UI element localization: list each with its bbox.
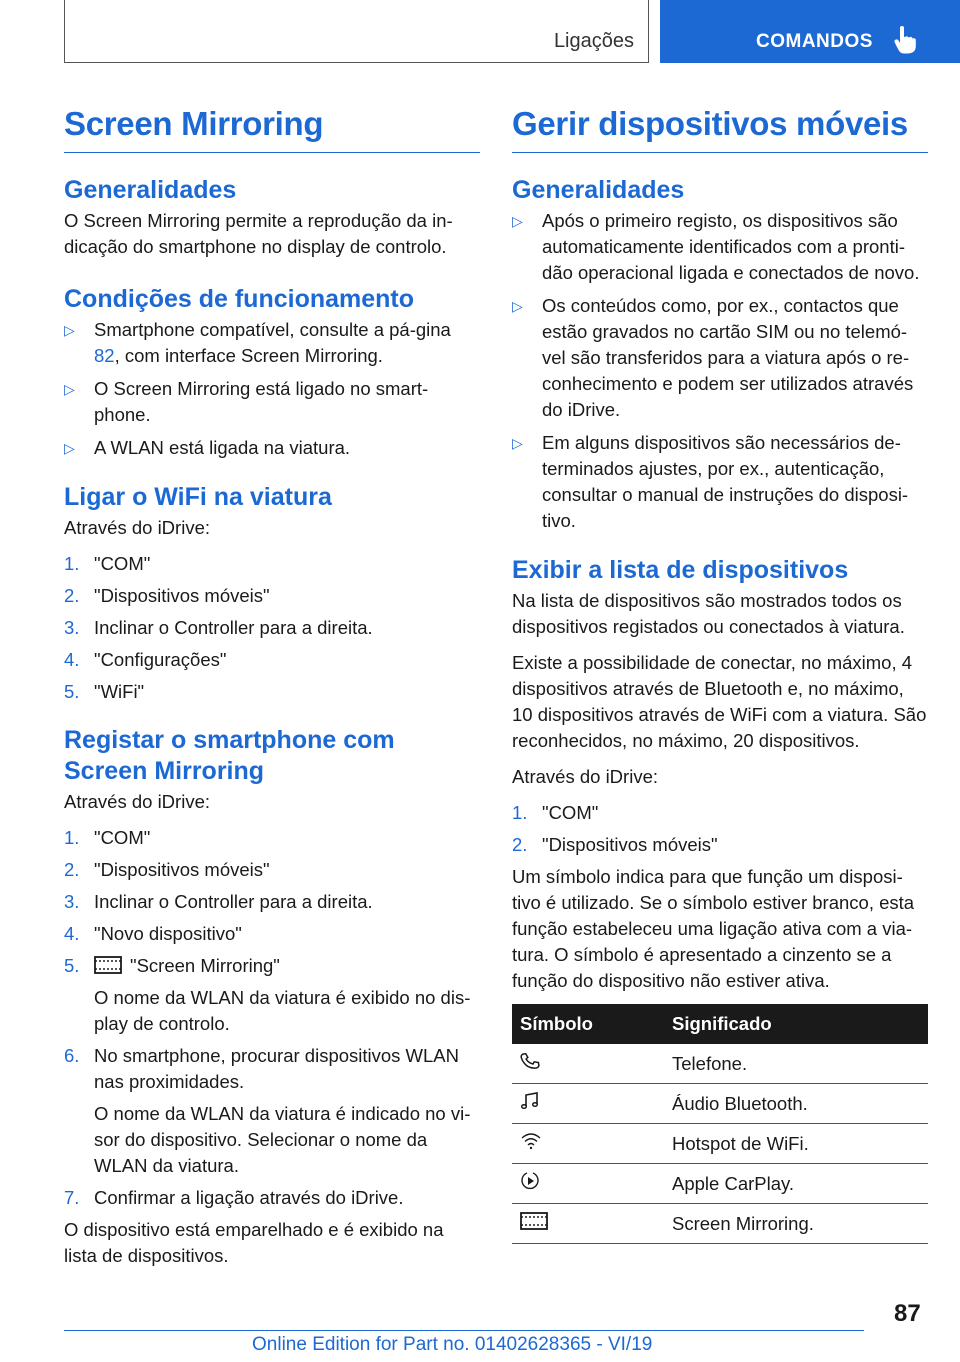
screen-mirroring-icon (520, 1212, 548, 1230)
footer-edition: Online Edition for Part no. 01402628365 - VI/19 (252, 1334, 653, 1355)
bullet-list (512, 208, 928, 534)
table-row: Apple CarPlay. (512, 1164, 928, 1204)
header-chapter-tab (660, 0, 960, 63)
triangle-bullet-icon: ▷ (512, 435, 523, 451)
list-item: ▷ Smartphone compatível, consulte a pá-gina 82, com interface Screen Mirroring. (64, 319, 451, 366)
list-item: 1. "COM" (512, 802, 599, 823)
triangle-bullet-icon: ▷ (512, 213, 523, 229)
paragraph: Um símbolo indica para que função um disposi-tivo é utilizado. Se o símbolo estiver branco, esta função estabeleceu uma ligação ativa com a via-tura. O símbolo é apresentado a cinzento se a função do dispositivo não estiver ativa. (512, 866, 915, 991)
table-header-row (512, 1004, 928, 1044)
table-header-meaning: Significado (664, 1004, 928, 1044)
page-number: 87 (894, 1300, 921, 1327)
list-item: ▷ Em alguns dispositivos são necessários de-terminados ajustes, por ex., autenticação, consultar o manual de instruções do disposi-tivo. (512, 432, 909, 531)
paragraph: Através do iDrive: (512, 766, 658, 787)
paragraph: Através do iDrive: (64, 791, 210, 812)
triangle-bullet-icon: ▷ (64, 381, 75, 397)
list-item: 2. "Dispositivos móveis" (512, 834, 718, 855)
list-item: 4. "Configurações" (64, 649, 227, 670)
wifi-icon (520, 1131, 542, 1151)
left-column (64, 100, 480, 1279)
list-item: 3. Inclinar o Controller para a direita. (64, 891, 373, 912)
section-title-gerir-dispositivos: Gerir dispositivos móveis (512, 105, 908, 142)
music-note-icon (520, 1091, 540, 1111)
table-row: Áudio Bluetooth. (512, 1084, 928, 1124)
heading-exibir-lista: Exibir a lista de dispositivos (512, 556, 849, 584)
list-item: 6. No smartphone, procurar dispositivos WLAN nas proximidades. O nome da WLAN da viatura é indicado no vi-sor do dispositivo. Selecionar o nome da WLAN da viatura. (64, 1045, 471, 1176)
list-item: 2. "Dispositivos móveis" (64, 585, 270, 606)
list-item: ▷ A WLAN está ligada na viatura. (64, 435, 480, 461)
list-item: 5. "WiFi" (64, 681, 145, 702)
list-item: 7. Confirmar a ligação através do iDrive. (64, 1187, 404, 1208)
paragraph: Na lista de dispositivos são mostrados todos os dispositivos registados ou conectados à viatura. (512, 590, 905, 637)
screen-mirroring-icon (94, 956, 122, 974)
list-item: 4. "Novo dispositivo" (64, 923, 242, 944)
triangle-bullet-icon: ▷ (64, 322, 75, 338)
numbered-list (512, 800, 928, 858)
paragraph: Através do iDrive: (64, 517, 210, 538)
numbered-list (64, 551, 480, 705)
list-item: ▷ Após o primeiro registo, os dispositivos são automaticamente identificados com a pronti-dão operacional ligada e conectados de novo. (512, 210, 920, 283)
table-header-symbol: Símbolo (512, 1004, 664, 1044)
right-column (512, 100, 928, 1244)
header-chapter-label: COMANDOS (756, 31, 873, 52)
heading-ligar-wifi: Ligar o WiFi na viatura (64, 483, 332, 511)
title-rule (512, 152, 928, 153)
list-item: ▷ O Screen Mirroring está ligado no smart-phone. (64, 378, 429, 425)
numbered-list (64, 825, 480, 1211)
title-rule (64, 152, 480, 153)
bullet-list (64, 317, 480, 461)
heading-generalidades: Generalidades (512, 176, 685, 204)
hand-pointer-icon (894, 26, 916, 54)
section-title-screen-mirroring: Screen Mirroring (64, 105, 324, 142)
list-item: 3. Inclinar o Controller para a direita. (64, 617, 373, 638)
header-section-tab (64, 0, 649, 63)
paragraph: O dispositivo está emparelhado e é exibido na lista de dispositivos. (64, 1219, 444, 1266)
heading-generalidades: Generalidades (64, 176, 237, 204)
page-link[interactable]: 82 (94, 345, 115, 366)
table-row: Screen Mirroring. (512, 1204, 928, 1244)
list-item: 1. "COM" (64, 827, 151, 848)
header-section-label: Ligações (553, 30, 634, 52)
heading-registar-smartphone: Registar o smartphone com Screen Mirroring (64, 726, 395, 785)
heading-condicoes: Condições de funcionamento (64, 285, 415, 313)
triangle-bullet-icon: ▷ (64, 440, 75, 456)
triangle-bullet-icon: ▷ (512, 298, 523, 314)
table-row: Hotspot de WiFi. (512, 1124, 928, 1164)
list-item: ▷ Os conteúdos como, por ex., contactos que estão gravados no cartão SIM ou no telemó-vel são transferidos para a viatura após o re-conhecimento e podem ser utilizados através do iDrive. (512, 295, 914, 420)
footer-rule (64, 1330, 864, 1331)
paragraph: Existe a possibilidade de conectar, no máximo, 4 dispositivos através de Bluetooth e, no máximo, 10 dispositivos através de WiFi com a viatura. São reconhecidos, no máximo, 20 dispositivos. (512, 652, 927, 751)
list-item: 1. "COM" (64, 553, 151, 574)
table-row: Telefone. (512, 1044, 928, 1084)
paragraph: O Screen Mirroring permite a reprodução da in-dicação do smartphone no display de controlo. (64, 210, 453, 257)
list-item: 5. "Screen Mirroring" O nome da WLAN da viatura é exibido no dis-play de controlo. (64, 955, 471, 1034)
carplay-icon (520, 1171, 540, 1191)
phone-icon (520, 1051, 540, 1071)
symbol-table (512, 1004, 928, 1244)
list-item: 2. "Dispositivos móveis" (64, 859, 270, 880)
